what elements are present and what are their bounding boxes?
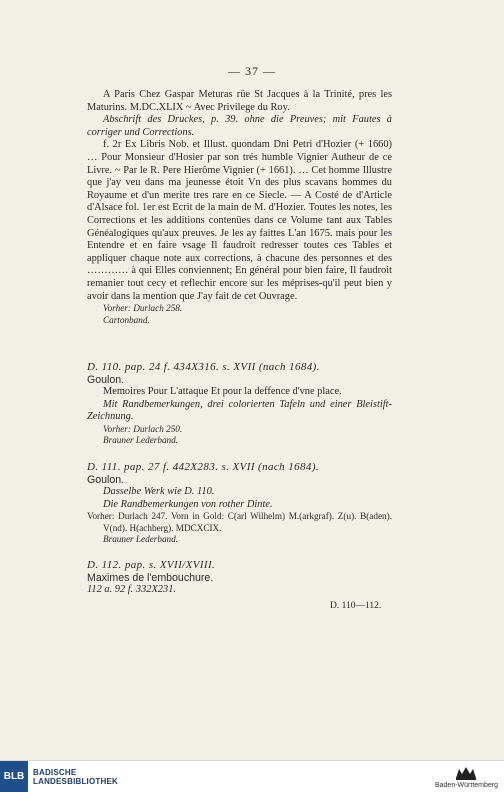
entry-d112 — [87, 559, 392, 597]
viewer-footer — [0, 760, 504, 792]
entry-subvolume: 112 a. 92 f. 332X231. — [87, 584, 176, 596]
entry-title: Memoires Pour L'attaque Et pour la deffence d'vne place. — [103, 386, 342, 398]
binding-line: Brauner Lederband. — [103, 435, 179, 446]
bw-logo[interactable] — [435, 765, 498, 789]
blb-wordmark — [33, 768, 118, 786]
blb-badge: BLB — [0, 761, 28, 792]
provenance-line: Vorher: Durlach 250. — [103, 423, 183, 434]
lion-crest-icon — [453, 765, 479, 781]
entry-note: Mit Randbemerkungen, drei colorierten Tafeln und einer Bleistift-Zeichnung. — [87, 398, 392, 423]
entry-author: Goulon. — [87, 473, 125, 486]
provenance-paragraph: f. 2r Ex Libris Nob. et Illust. quondam Dni Petri d'Hozier (+ 1660) … Pour Monsieur d'Hosier par son trés humble Vignier Autheur de ce Livre. ~ Par le R. Pere Hierôme Vignier (+ 1661). … Cet homme Illustre que j'ay veu dans ma jeunesse étoit Vn des plus scavans hommes du Royaume et d'un merite tres rare en ce Siecle. — A Costé de d'Article d'Alsace fol. 1er est Ecrit de la main de M. d'Hozier. Toutes les notes, les Corrections et les additions contenües dans ce Volume tant aux Tables Généalogiques qu'aux preuves. Je les ay faittes L'an 1675. mais pour les Entendre et en faire vsage Il faudroit redresser toutes ces Tables et appliquer chaque note aux corrections, à chacune des personnes et des ………… à qui Elles conviennent; En général pour bien faire, Il faudroit remanier tout cecy et reflechir encore sur les méprises-qu'il peut bien y avoir dans la mention que J'ay fait de cet Ouvrage. — [87, 139, 392, 302]
provenance-line: Vorher: Durlach 258. — [103, 303, 183, 314]
bw-wordmark: Baden-Württemberg — [434, 781, 498, 789]
entry-same-as: Dasselbe Werk wie D. 110. — [103, 486, 215, 498]
blb-line-1: BADISCHE — [33, 767, 77, 777]
blb-logo[interactable] — [0, 761, 118, 792]
entry-d110 — [87, 361, 392, 447]
page-number: — 37 — — [228, 64, 276, 78]
entry-heading: D. 110. pap. 24 f. 434X316. s. XVII (nach 1684). — [87, 361, 320, 373]
entry-heading: D. 112. pap. s. XVII/XVIII. — [87, 559, 216, 571]
entry-d111 — [87, 461, 392, 546]
entry-d109-continuation — [87, 89, 392, 326]
provenance-line: Vorher: Durlach 247. Vorn in Gold: C(arl Wilhelm) M.(arkgraf). Z(u). B(aden). V(nd). H(achberg). MDCXCIX. — [87, 511, 392, 533]
binding-line: Brauner Lederband. — [103, 534, 179, 545]
imprint-paragraph: A Paris Chez Gaspar Meturas rüe St Jacques à la Trinité, pres les Maturins. M.DC.XLIX ~ Avec Privilege du Roy. — [87, 89, 392, 113]
binding-line: Cartonband. — [103, 314, 150, 325]
copy-note-paragraph: Abschrift des Druckes, p. 39. ohne die Preuves; mit Fautes à corriger und Corrections. — [87, 114, 392, 138]
page-range-label: D. 110—112. — [330, 601, 382, 611]
entry-heading: D. 111. pap. 27 f. 442X283. s. XVII (nach 1684). — [87, 461, 320, 473]
entry-note: Die Randbemerkungen von rother Dinte. — [103, 498, 273, 510]
entry-title: Maximes de l'embouchure. — [87, 571, 214, 584]
blb-line-2: LANDESBIBLIOTHEK — [33, 776, 118, 786]
entry-author: Goulon. — [87, 373, 125, 386]
